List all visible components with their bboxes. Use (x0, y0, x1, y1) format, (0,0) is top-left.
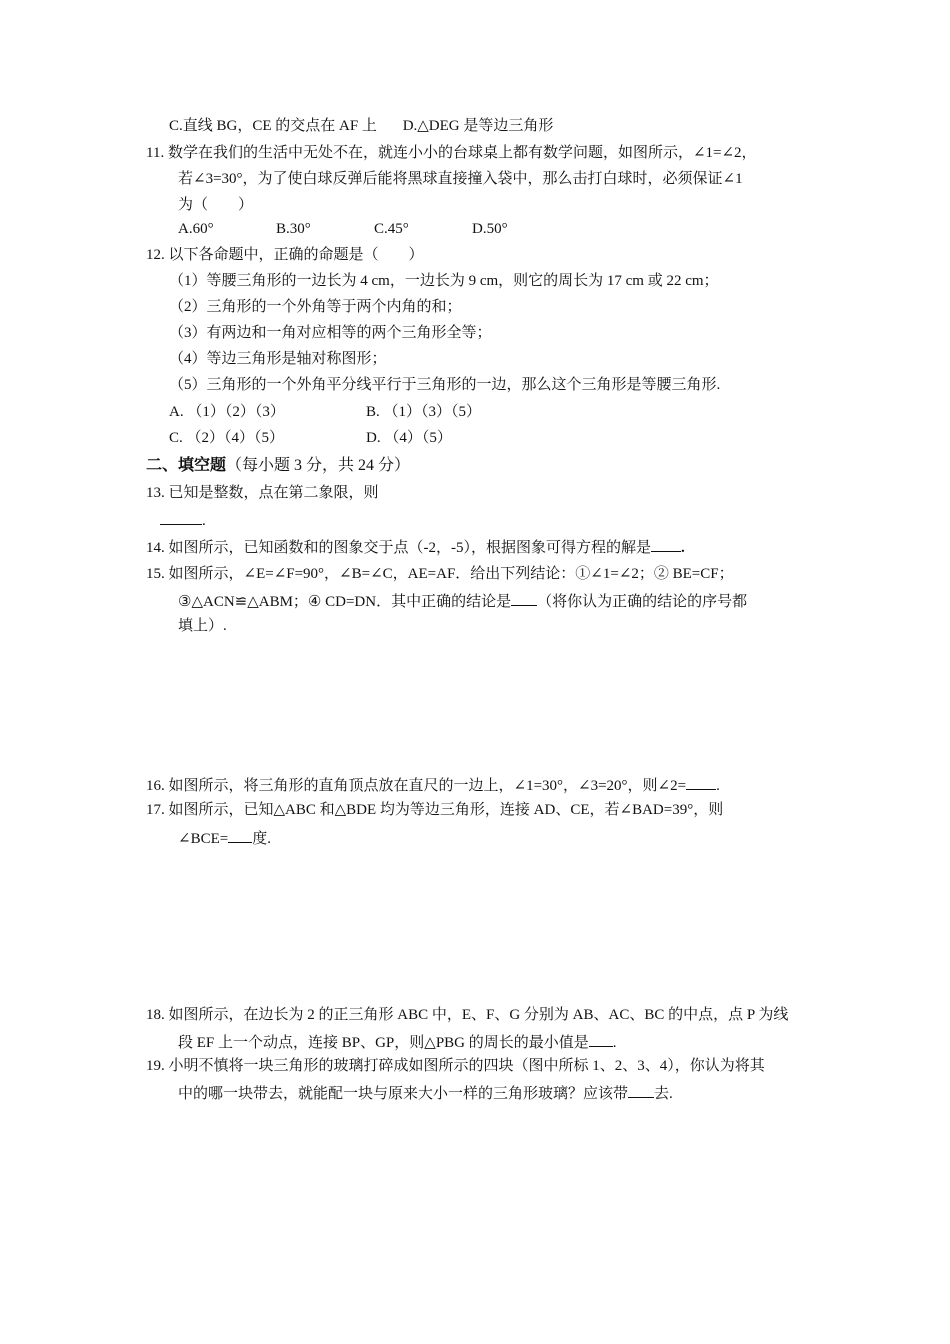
q19-answer-blank[interactable] (628, 1083, 654, 1098)
q12-item-5: （5）三角形的一个外角平分线平行于三角形的一边，那么这个三角形是等腰三角形. (169, 377, 721, 393)
q14-answer-blank[interactable] (651, 537, 681, 552)
q11-line-3: 为（ ） (178, 197, 254, 213)
q15-line-3: 填上）. (178, 618, 227, 634)
q18-line-2 (178, 1032, 617, 1052)
q16-text: 16. 如图所示，将三角形的直角顶点放在直尺的一边上，∠1=30°，∠3=20°，则∠2= (146, 778, 687, 794)
q14-line (146, 537, 685, 557)
q13-answer-line (160, 510, 206, 530)
q12-item-4: （4）等边三角形是轴对称图形； (169, 351, 387, 367)
q17-answer-blank[interactable] (228, 828, 252, 843)
q17-text-a: ∠BCE= (178, 831, 229, 847)
q12-option-c: C. （2）（4）（5） (169, 430, 285, 446)
q17-line-2 (178, 828, 271, 848)
q16-end: . (716, 778, 720, 794)
q13-line-1: 13. 已知是整数，点在第二象限，则 (146, 485, 379, 501)
q18-line-1: 18. 如图所示，在边长为 2 的正三角形 ABC 中，E、F、G 分别为 AB、AC、BC 的中点，点 P 为线 (146, 1007, 789, 1023)
q11-option-d: D.50° (472, 221, 508, 237)
q11-option-b: B.30° (276, 221, 311, 237)
q15-text-b: （将你认为正确的结论的序号都 (537, 594, 748, 610)
q12-options-row-1 (169, 403, 481, 421)
q12-options-row-2 (169, 429, 452, 447)
q10-option-c: C.直线 BG，CE 的交点在 AF 上 (169, 118, 377, 134)
q12-item-2: （2）三角形的一个外角等于两个内角的和； (169, 299, 462, 315)
q18-text-b: . (612, 1035, 617, 1051)
q11-line-1: 11. 数学在我们的生活中无处不在，就连小小的台球桌上都有数学问题，如图所示，∠1=∠2， (146, 145, 757, 161)
q17-text-b: 度. (252, 831, 271, 847)
q11-line-2: 若∠3=30°，为了使白球反弹后能将黑球直接撞入袋中，那么击打白球时，必须保证∠1 (178, 171, 743, 187)
q16-answer-blank[interactable] (686, 775, 716, 790)
section-note: （每小题 3 分，共 24 分） (226, 457, 411, 474)
q11-options (178, 220, 508, 238)
q19-line-2 (178, 1083, 673, 1103)
q14-text: 14. 如图所示，已知函数和的图象交于点（-2，-5），根据图象可得方程的解是 (146, 540, 651, 556)
q15-text-a: ③△ACN≌△ABM；④ CD=DN．其中正确的结论是 (178, 594, 512, 610)
q11-option-c: C.45° (374, 221, 409, 237)
q18-answer-blank[interactable] (589, 1032, 613, 1047)
q15-line-2 (178, 591, 747, 611)
q12-item-1: （1）等腰三角形的一边长为 4 cm，一边长为 9 cm，则它的周长为 17 cm 或 22 cm； (169, 273, 719, 289)
q12-option-a: A. （1）（2）（3） (169, 404, 285, 420)
q13-end: . (202, 513, 206, 529)
q19-line-1: 19. 小明不慎将一块三角形的玻璃打碎成如图所示的四块（图中所标 1、2、3、4），你认为将其 (146, 1058, 765, 1074)
q12-option-b: B. （1）（3）（5） (366, 404, 482, 420)
q19-text-a: 中的哪一块带去，就能配一块与原来大小一样的三角形玻璃？应该带 (178, 1086, 629, 1102)
q13-answer-blank[interactable] (160, 510, 202, 525)
q12-item-3: （3）有两边和一角对应相等的两个三角形全等； (169, 325, 492, 341)
q18-text-a: 段 EF 上一个动点，连接 BP、GP，则△PBG 的周长的最小值是 (178, 1035, 589, 1051)
q17-line-1: 17. 如图所示，已知△ABC 和△BDE 均为等边三角形，连接 AD、CE，若∠BAD=39°，则 (146, 802, 724, 818)
section-title: 二、填空题 (146, 457, 227, 474)
section-heading (146, 457, 410, 475)
q16-line (146, 775, 720, 795)
q15-answer-blank[interactable] (511, 591, 537, 606)
q19-text-b: 去. (654, 1086, 673, 1102)
q10-options (169, 117, 553, 135)
q12-stem: 12. 以下各命题中，正确的命题是（ ） (146, 247, 424, 263)
q15-line-1: 15. 如图所示，∠E=∠F=90°，∠B=∠C，AE=AF．给出下列结论：①∠1=∠2；② BE=CF； (146, 566, 734, 582)
q14-end: . (681, 540, 685, 556)
q10-option-d: D.△DEG 是等边三角形 (402, 118, 554, 134)
q11-option-a: A.60° (178, 221, 214, 237)
q12-option-d: D. （4）（5） (366, 430, 452, 446)
